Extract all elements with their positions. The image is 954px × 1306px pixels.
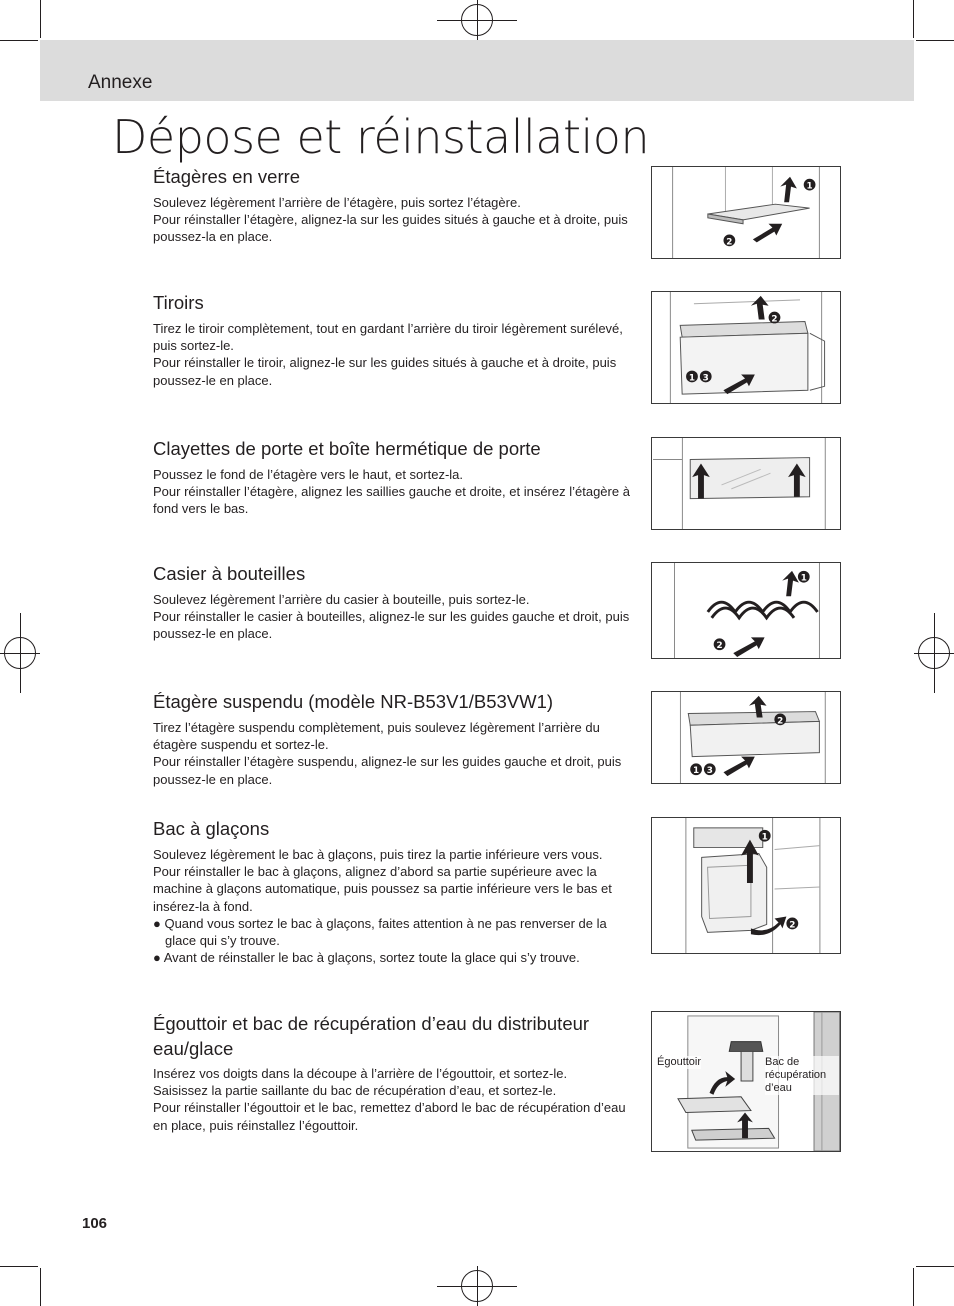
figure-label-drip-tray: Égouttoir bbox=[657, 1056, 702, 1068]
svg-text:1: 1 bbox=[693, 766, 700, 777]
figure-label-water-tray: Bac de récupération d’eau bbox=[765, 1056, 839, 1095]
svg-text:2: 2 bbox=[726, 237, 733, 248]
section-text: Saisissez la partie saillante du bac de récupération d’eau, et sortez-le. bbox=[153, 1083, 557, 1099]
crop-mark bbox=[916, 1266, 954, 1267]
svg-text:1: 1 bbox=[800, 573, 807, 584]
section-title: Égouttoir et bac de récupération d’eau du distributeur eau/glace bbox=[153, 1013, 590, 1059]
svg-text:3: 3 bbox=[706, 766, 713, 777]
svg-text:2: 2 bbox=[716, 641, 723, 652]
section-bottle-rack bbox=[153, 562, 639, 643]
section-text: Tirez l’étagère suspendu complètement, puis soulevez légèrement l’arrière du étagère suspendu et sortez-le. bbox=[153, 720, 600, 753]
figure-ice-tray bbox=[651, 817, 841, 954]
section-title: Clayettes de porte et boîte hermétique de porte bbox=[153, 438, 541, 459]
section-title: Bac à glaçons bbox=[153, 818, 270, 839]
crop-mark bbox=[913, 1268, 914, 1306]
registration-mark bbox=[934, 613, 935, 693]
section-drawers bbox=[153, 291, 639, 389]
section-text: Pour réinstaller le casier à bouteilles, alignez-le sur les guides gauche et droit, puis poussez-le en place. bbox=[153, 609, 630, 642]
bullet-note: ● Avant de réinstaller le bac à glaçons, sortez toute la glace qui s’y trouve. bbox=[153, 950, 580, 966]
section-text: Soulevez légèrement le bac à glaçons, puis tirez la partie inférieure vers vous. bbox=[153, 847, 603, 862]
section-text: Insérez vos doigts dans la découpe à l’arrière de l’égouttoir, et sortez-le. bbox=[153, 1066, 568, 1081]
svg-text:2: 2 bbox=[771, 314, 778, 325]
bullet-note: ● Quand vous sortez le bac à glaçons, faites attention à ne pas renverser de la glace qui s’y trouve. bbox=[153, 915, 607, 949]
section-text: Soulevez légèrement l’arrière du casier à bouteille, puis sortez-le. bbox=[153, 592, 530, 607]
section-text: Pour réinstaller l’étagère, alignez-la sur les guides situés à gauche et à droite, puis poussez-la en place. bbox=[153, 212, 628, 245]
figure-drip-tray bbox=[651, 1011, 841, 1152]
section-text: Pour réinstaller l’égouttoir et le bac, remettez d’abord le bac de récupération d’eau en place, puis réinstallez l’égouttoir. bbox=[153, 1100, 626, 1133]
section-text: Pour réinstaller le bac à glaçons, alignez d’abord sa partie supérieure avec la machine à glaçons automatique, puis poussez sa partie inférieure vers le bas et insérez-la à fond. bbox=[153, 864, 612, 914]
crop-mark bbox=[916, 40, 954, 41]
svg-text:3: 3 bbox=[702, 373, 709, 384]
svg-text:1: 1 bbox=[806, 181, 813, 192]
section-text: Pour réinstaller l’étagère suspendu, alignez-le sur les guides gauche et droit, puis poussez-le en place. bbox=[153, 754, 622, 787]
header-band bbox=[40, 40, 914, 101]
section-title: Casier à bouteilles bbox=[153, 563, 306, 584]
figure-hanging-shelf bbox=[651, 691, 841, 784]
section-text: Soulevez légèrement l’arrière de l’étagère, puis sortez l’étagère. bbox=[153, 195, 521, 210]
registration-mark bbox=[477, 0, 478, 40]
section-text: Pour réinstaller le tiroir, alignez-le sur les guides situés à gauche et à droite, puis poussez-le en place. bbox=[153, 355, 617, 388]
crop-mark bbox=[913, 0, 914, 38]
section-title: Étagères en verre bbox=[153, 166, 301, 187]
section-door-shelves bbox=[153, 437, 639, 518]
crop-mark bbox=[0, 1266, 38, 1267]
svg-text:1: 1 bbox=[761, 832, 768, 843]
section-text: Pour réinstaller l’étagère, alignez les saillies gauche et droite, et insérez l’étagère à fond vers le bas. bbox=[153, 484, 630, 517]
svg-text:2: 2 bbox=[789, 920, 796, 931]
page-title: Dépose et réinstallation bbox=[112, 110, 650, 164]
crop-mark bbox=[0, 40, 38, 41]
registration-mark bbox=[477, 1266, 478, 1306]
figure-bottle-rack bbox=[651, 562, 841, 659]
crop-mark bbox=[40, 0, 41, 38]
section-label: Annexe bbox=[88, 72, 153, 93]
section-text: Tirez le tiroir complètement, tout en gardant l’arrière du tiroir légèrement surélevé, puis sortez-le. bbox=[153, 321, 623, 354]
svg-text:1: 1 bbox=[688, 373, 696, 384]
registration-mark bbox=[20, 613, 21, 693]
section-drip-tray bbox=[153, 1011, 639, 1134]
section-hanging-shelf bbox=[153, 690, 639, 788]
figure-glass-shelf bbox=[651, 166, 841, 259]
section-ice-tray bbox=[153, 817, 639, 966]
section-glass-shelves bbox=[153, 165, 639, 246]
figure-drawer bbox=[651, 291, 841, 404]
section-title: Étagère suspendu (modèle NR-B53V1/B53VW1) bbox=[153, 691, 554, 712]
crop-mark bbox=[40, 1268, 41, 1306]
svg-text:2: 2 bbox=[777, 716, 784, 727]
section-text: Poussez le fond de l’étagère vers le haut, et sortez-la. bbox=[153, 467, 464, 482]
page-number: 106 bbox=[82, 1215, 108, 1232]
section-title: Tiroirs bbox=[153, 292, 204, 313]
figure-door-shelf bbox=[651, 437, 841, 530]
